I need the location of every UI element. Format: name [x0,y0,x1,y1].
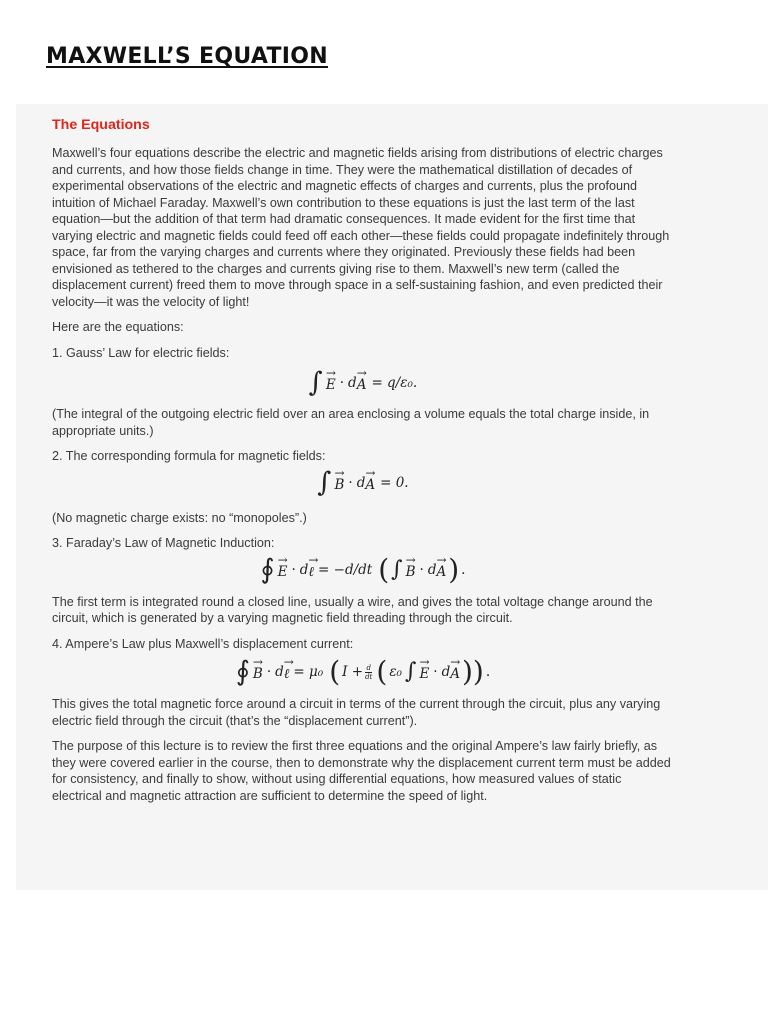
equations-intro: Here are the equations: [52,320,184,334]
section-heading: The Equations [52,117,150,133]
intro-paragraph: Maxwell’s four equations describe the electric and magnetic fields arising from distributions of electric charges and currents, and how those fields change in time. They were the mathematical distillation of decades of experimental observations of the electric and magnetic effects of charges and currents, plus the profound intuition of Michael Faraday. Maxwell’s own contribution to these equations is just the last term of the last equation—but the addition of that term had dramatic consequences. It made evident for the first time that varying electric and magnetic fields could feed off each other—these fields could propagate indefinitely through space, far from the varying charges and currents where they originated. Previously these fields had been envisioned as tethered to the charges and currents giving rise to them. Maxwell’s new term (called the displacement current) freed them to move through space in a self-sustaining fashion, and even predicted their velocity—it was the velocity of light! [52,146,670,309]
equation-4-note: This gives the total magnetic force around a circuit in terms of the current through the circuit, plus any varying electric field through the circuit (that’s the “displacement current”). [52,697,661,728]
equation-2-label: 2. The corresponding formula for magnetic fields: [52,449,326,463]
faraday-equation: ∮ → E · d → ℓ = −d/dt ( ∫ → B · d → A ) . [52,554,674,588]
page-title: MAXWELL’S EQUATION [46,44,328,69]
equation-1-label: 1. Gauss’ Law for electric fields: [52,345,230,360]
equation-2-note: (No magnetic charge exists: no “monopoles”.) [52,510,307,525]
equation-3-note: The first term is integrated round a closed line, usually a wire, and gives the total voltage change around the circuit, which is generated by a varying magnetic field threading through the circuit. [52,594,653,625]
equation-3-label: 3. Faraday’s Law of Magnetic Induction: [52,536,275,550]
gauss-magnetic-equation: ∫ → B · d → A = 0. [52,467,674,501]
closing-paragraph: The purpose of this lecture is to review the first three equations and the original Ampere’s law fairly briefly, as they were covered earlier in the course, then to demonstrate why the displacement current term must be added for consistency, and finally to show, without using differential equations, how measured values of static electrical and magnetic attraction are sufficient to determine the speed of light. [52,739,671,803]
gauss-electric-equation: ∫ → E · d → A = q/ε₀. [52,365,674,401]
equation-1-note: (The integral of the outgoing electric field over an area enclosing a volume equals the total charge inside, in appropriate units.) [52,407,650,438]
equation-4-label: 4. Ampere’s Law plus Maxwell’s displacement current: [52,636,354,651]
ampere-maxwell-equation: ∮ → B · d → ℓ = μ₀ ( I + $\frac{d}{dt}$ ( ε₀ ∫ → E · d → A )) . [52,654,674,690]
article-body [52,116,674,813]
